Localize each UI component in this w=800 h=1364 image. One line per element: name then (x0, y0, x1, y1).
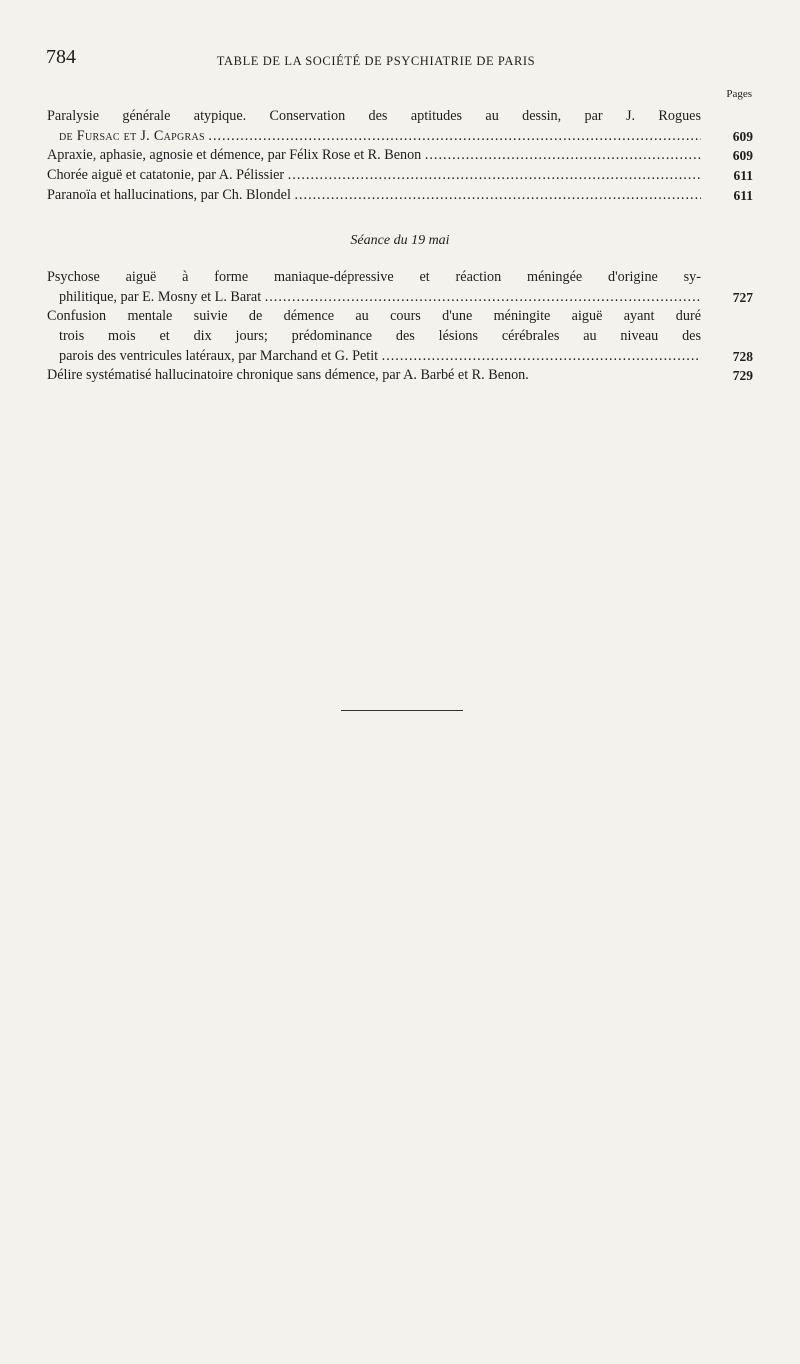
section-heading: Séance du 19 mai (350, 233, 450, 248)
toc-entry-line (47, 127, 701, 147)
toc-entry-line (47, 288, 701, 308)
leader-dots (425, 147, 701, 163)
toc-entry-line: Paralysie générale atypique. Conservation des aptitudes au dessin, par J. Rogues (47, 108, 701, 124)
running-head (46, 46, 766, 76)
toc-page-number: 727 (732, 289, 753, 305)
toc-entry-title: Paranoïa et hallucinations, par Ch. Blondel (47, 186, 291, 203)
toc-page-number: 611 (733, 187, 753, 203)
toc-entry (47, 186, 753, 206)
toc-entry-line: Délire systématisé hallucinatoire chronique sans démence, par A. Barbé et R. Benon. (47, 367, 529, 384)
toc-page-number: 611 (733, 168, 753, 184)
toc-block-1 (47, 107, 753, 206)
toc-entry (47, 366, 753, 386)
toc-page-number: 728 (732, 348, 753, 364)
toc-entry-line (47, 186, 701, 206)
toc-entry-line: Confusion mentale suivie de démence au cours d'une méningite aiguë ayant duré (47, 308, 701, 325)
toc-entry-line (47, 166, 701, 186)
leader-dots (382, 348, 701, 364)
pages-column-label: Pages (726, 88, 752, 100)
toc-entry-title: Chorée aiguë et catatonie, par A. Pélissier (47, 167, 285, 184)
toc-page-number: 609 (732, 148, 753, 164)
leader-dots (294, 187, 701, 203)
toc-entry-title: parois des ventricules latéraux, par Marchand et G. Petit (59, 347, 379, 364)
toc-entry-title: Apraxie, aphasie, agnosie et démence, par Félix Rose et R. Benon (47, 147, 422, 164)
toc-entry (47, 307, 753, 366)
toc-entry-authors: de Fursac et J. Capgras (59, 127, 205, 144)
toc-page-number: 729 (732, 368, 753, 384)
toc-entry (47, 146, 753, 166)
leader-dots (265, 289, 701, 305)
leader-dots (288, 167, 701, 183)
toc-block-2 (47, 268, 753, 386)
toc-entry-line (47, 347, 701, 367)
toc-entry-line: Psychose aiguë à forme maniaque-dépressive et réaction méningée d'origine sy- (47, 269, 701, 285)
toc-page-number: 609 (732, 128, 753, 144)
leader-dots (208, 128, 701, 144)
toc-entry-line (47, 146, 701, 166)
toc-entry (47, 107, 753, 146)
closing-rule (341, 710, 463, 711)
running-title: TABLE DE LA SOCIÉTÉ DE PSYCHIATRIE DE PARIS (216, 54, 536, 68)
page-number: 784 (46, 46, 76, 68)
toc-entry-line: trois mois et dix jours; prédominance des lésions cérébrales au niveau des (59, 328, 701, 345)
toc-entry (47, 268, 753, 307)
toc-entry-title: philitique, par E. Mosny et L. Barat (59, 288, 262, 305)
toc-entry (47, 166, 753, 186)
